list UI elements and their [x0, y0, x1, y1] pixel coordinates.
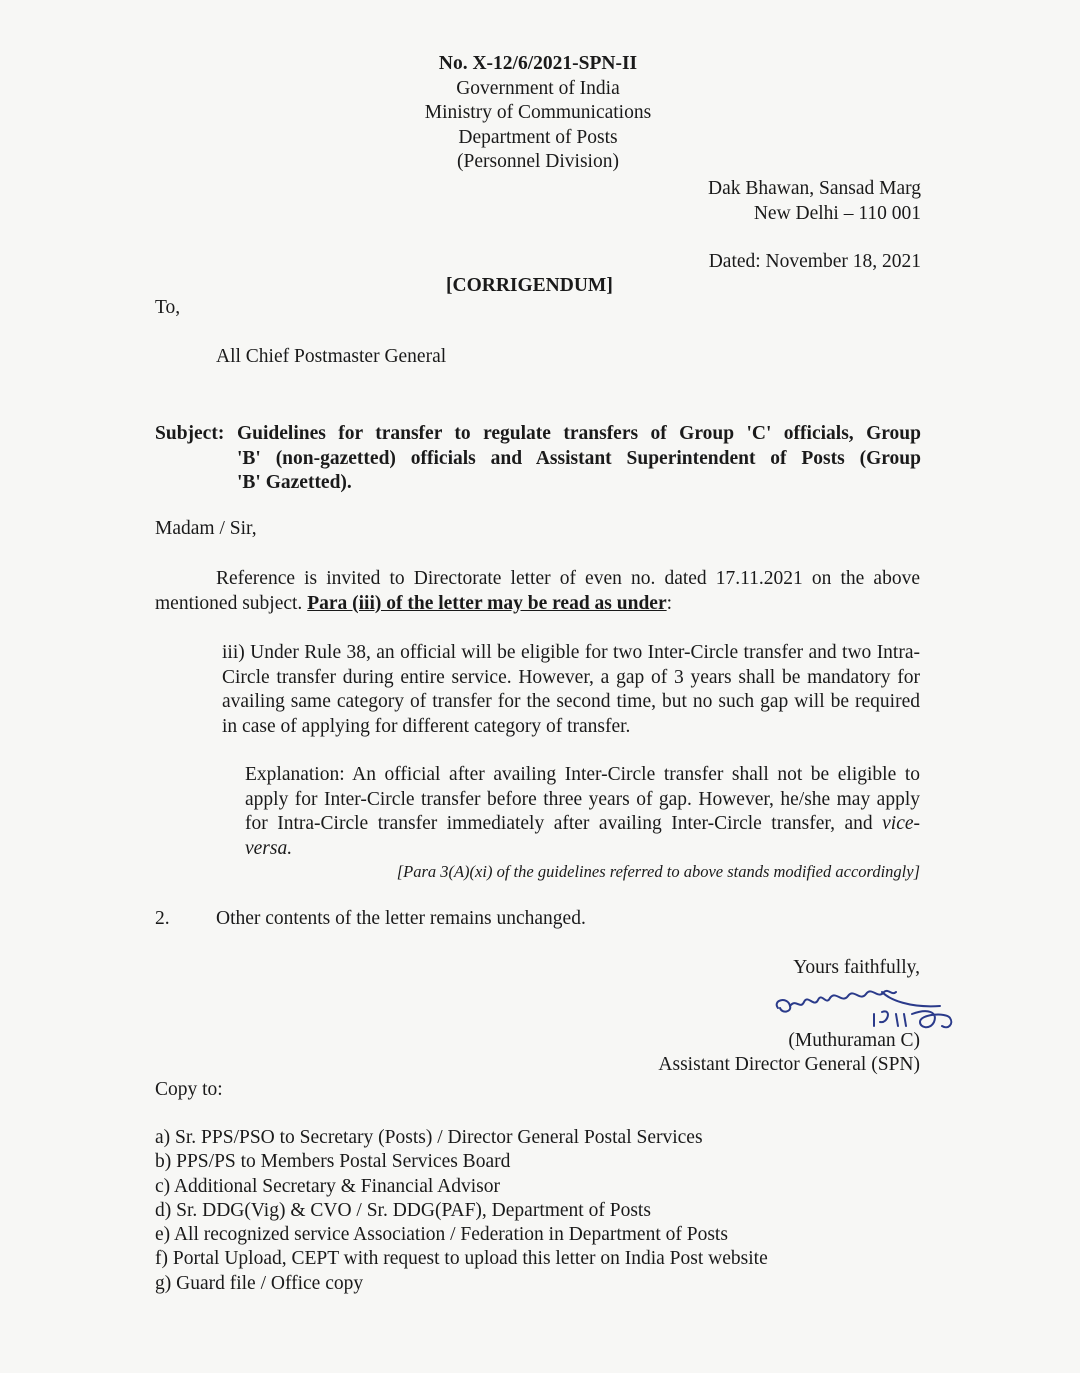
header-division: (Personnel Division): [457, 151, 619, 172]
list-item: c) Additional Secretary & Financial Advisor: [155, 1175, 500, 1197]
subject-line-1: Guidelines for transfer to regulate transfers of Group 'C' officials, Group: [237, 423, 921, 444]
address-line-1: Dak Bhawan, Sansad Marg: [707, 178, 921, 199]
header-ministry: Ministry of Communications: [424, 102, 652, 123]
header-department: Department of Posts: [458, 126, 618, 148]
paragraph-1-colon: :: [666, 592, 673, 614]
explanation-text: Explanation: An official after availing Inter-Circle transfer shall not be eligible to apply for Inter-Circle transfer before three years of gap. However, he/she may apply for Intra-Circle transfer immediately after availing Inter-Circle transfer, and: [245, 764, 920, 834]
address-block: [620, 177, 921, 226]
document-title: [CORRIGENDUM]: [446, 275, 613, 296]
paragraph-1-emphasis: Para (iii) of the letter may be read as under: [307, 592, 667, 614]
copy-to-list: [155, 1126, 768, 1296]
letter-date: Dated: November 18, 2021: [708, 251, 921, 272]
file-number: No. X-12/6/2021-SPN-II: [438, 53, 638, 74]
salutation: Madam / Sir,: [155, 518, 257, 539]
list-item: g) Guard file / Office copy: [155, 1272, 364, 1294]
to-label: To,: [155, 297, 181, 318]
list-item: b) PPS/PS to Members Postal Services Board: [155, 1151, 511, 1173]
signatory-name: (Muthuraman C): [788, 1030, 920, 1051]
signatory-designation: Assistant Director General (SPN): [658, 1054, 920, 1075]
subject-text: [237, 422, 921, 496]
paragraph-2-number: 2.: [155, 908, 170, 929]
list-item: f) Portal Upload, CEPT with request to upload this letter on India Post website: [155, 1248, 768, 1270]
recipient: All Chief Postmaster General: [216, 346, 447, 367]
list-item: d) Sr. DDG(Vig) & CVO / Sr. DDG(PAF), Department of Posts: [155, 1199, 651, 1221]
copy-to-label: Copy to:: [155, 1079, 223, 1100]
paragraph-1-text: Reference is invited to Directorate letter of even no. dated 17.11.2021 on the above mentioned subject.: [155, 568, 920, 614]
subject-label: Subject:: [155, 423, 225, 444]
list-item: a) Sr. PPS/PSO to Secretary (Posts) / Director General Postal Services: [155, 1127, 703, 1148]
explanation: [245, 763, 920, 861]
subject-line-3: 'B' Gazetted).: [237, 472, 352, 493]
header-block: [388, 52, 688, 175]
address-line-2: New Delhi – 110 001: [753, 202, 921, 224]
modification-note: [Para 3(A)(xi) of the guidelines referred to above stands modified accordingly]: [396, 862, 920, 881]
subject-line-2: 'B' (non-gazetted) officials and Assistant Superintendent of Posts (Group: [237, 447, 921, 469]
explanation-italic: vice-versa.: [245, 813, 921, 859]
paragraph-2-text: Other contents of the letter remains unchanged.: [216, 908, 586, 929]
list-item: e) All recognized service Association / Federation in Department of Posts: [155, 1224, 728, 1246]
quoted-para-iii: iii) Under Rule 38, an official will be eligible for two Inter-Circle transfer and two Intra-Circle transfer during entire service. However, a gap of 3 years shall be mandatory for availing same category of transfer for the second time, but no such gap will be required in case of applying for different category of transfer.: [222, 642, 920, 737]
closing-yours: Yours faithfully,: [793, 957, 920, 978]
paragraph-1: [155, 567, 920, 616]
header-government: Government of India: [456, 77, 620, 99]
